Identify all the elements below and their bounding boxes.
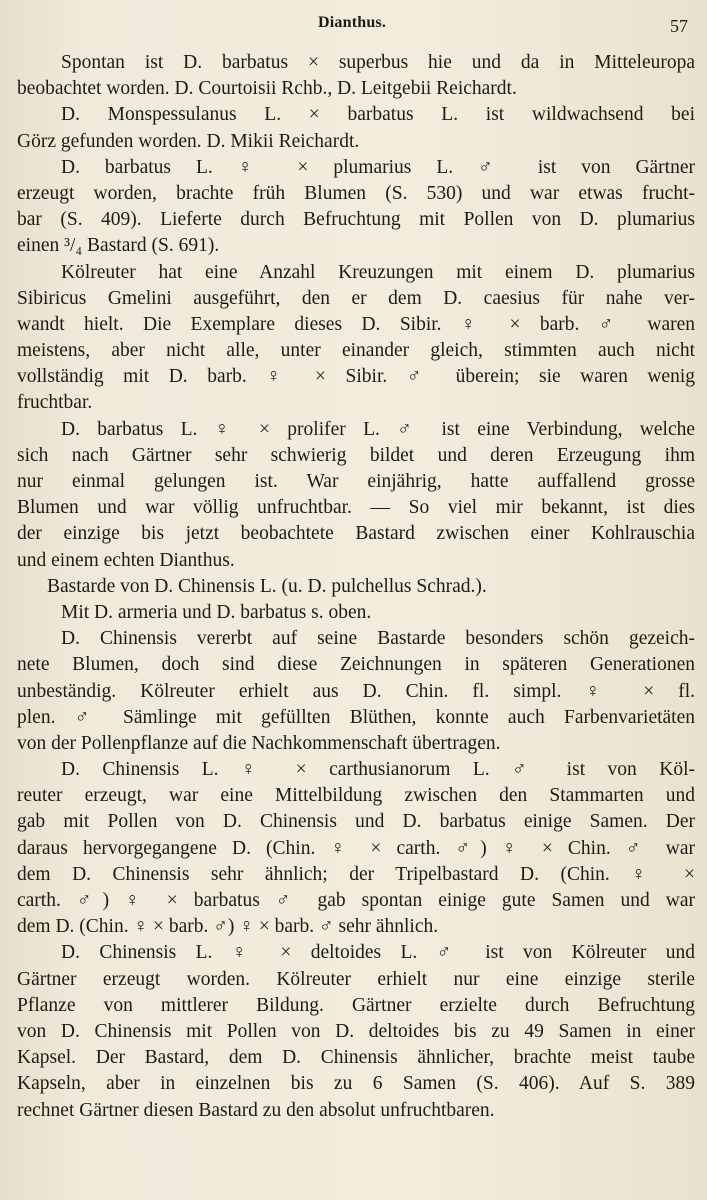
text-line: plen. ♂ Sämlinge mit gefüllten Blüthen, konnte auch Farbenvarietäten [17,706,695,728]
text-line: der einzige bis jetzt beobachtete Bastard zwischen einer Kohlrauschia [17,523,695,545]
text-line: Spontan ist D. barbatus × superbus hie und da in Mitteleuropa [61,52,695,73]
text-line: gab mit Pollen von D. Chinensis und D. barbatus einige Samen. Der [17,811,695,833]
text-line: bar (S. 409). Lieferte durch Befruchtung mit Pollen von D. plumarius [17,209,695,231]
text-line: D. Chinensis vererbt auf seine Bastarde besonders schön gezeich- [61,628,695,650]
text-line: D. barbatus L. ♀ × plumarius L. ♂ ist von Gärtner [61,156,695,178]
text-line: Mit D. armeria und D. barbatus s. oben. [61,601,372,623]
running-title: Dianthus. [318,14,387,31]
text-line: von der Pollenpflanze auf die Nachkommenschaft übertragen. [17,732,501,754]
text-line: wandt hielt. Die Exemplare dieses D. Sibir. ♀ × barb. ♂ waren [17,313,695,335]
text-line: sich nach Gärtner sehr schwierig bildet und deren Erzeugung ihm [17,444,695,466]
text-line: Görz gefunden worden. D. Mikii Reichardt. [17,130,360,152]
text-line: Pflanze von mittlerer Bildung. Gärtner erzielte durch Befruchtung [17,994,695,1016]
text-line: Kapseln, aber in einzelnen bis zu 6 Samen (S. 406). Auf S. 389 [17,1073,695,1095]
body-text [17,50,695,1124]
text-line: Kölreuter hat eine Anzahl Kreuzungen mit einem D. plumarius [61,261,695,283]
text-line: vollständig mit D. barb. ♀ × Sibir. ♂ überein; sie waren wenig [17,366,695,388]
text-line: D. barbatus L. ♀ × prolifer L. ♂ ist eine Verbindung, welche [61,418,695,440]
section-heading: Bastarde von D. Chinensis L. (u. D. pulchellus Schrad.). [47,575,487,597]
text-line: Kapsel. Der Bastard, dem D. Chinensis ähnlicher, brachte meist taube [17,1047,695,1069]
text-line: dem D. (Chin. ♀ × barb. ♂) ♀ × barb. ♂ sehr ähnlich. [17,916,439,938]
text-line: carth. ♂) ♀ × barbatus ♂ gab spontan einige gute Samen und war [17,890,695,911]
text-line: beobachtet worden. D. Courtoisii Rchb., D. Leitgebii Reichardt. [17,78,517,100]
text-line: D. Monspessulanus L. × barbatus L. ist wildwachsend bei [61,104,695,126]
text-line: Gärtner erzeugt worden. Kölreuter erhielt nur eine einzige sterile [17,968,695,990]
text-line: und einem echten Dianthus. [17,549,235,571]
page-header [0,12,707,40]
text-line: unbeständig. Kölreuter erhielt aus D. Chin. fl. simpl. ♀ × fl. [17,680,695,702]
text-line: D. Chinensis L. ♀ × deltoides L. ♂ ist von Kölreuter und [61,942,695,964]
text-line: Blumen und war völlig unfruchtbar. — So viel mir bekannt, ist dies [17,497,695,519]
text-line: erzeugt worden, brachte früh Blumen (S. 530) und war etwas frucht- [17,182,695,204]
text-line: Sibiricus Gmelini ausgeführt, den er dem D. caesius für nahe ver- [17,287,695,309]
text-line: meistens, aber nicht alle, unter einander gleich, stimmten auch nicht [17,340,695,362]
page-number: 57 [670,16,688,36]
text-line: dem D. Chinensis sehr ähnlich; der Tripelbastard D. (Chin. ♀ × [17,863,695,885]
text-line: von D. Chinensis mit Pollen von D. deltoides bis zu 49 Samen in einer [17,1020,695,1042]
text-line: fruchtbar. [17,392,93,414]
text-line: nur einmal gelungen ist. War einjährig, hatte auffallend grosse [17,471,695,492]
text-line: daraus hervorgegangene D. (Chin. ♀ × carth. ♂) ♀ × Chin. ♂ war [17,837,695,859]
text-line: reuter erzeugt, war eine Mittelbildung zwischen den Stammarten und [17,785,695,807]
text-line: D. Chinensis L. ♀ × carthusianorum L. ♂ ist von Köl- [61,759,695,781]
text-line: rechnet Gärtner diesen Bastard zu den absolut unfruchtbaren. [17,1099,495,1121]
text-line: nete Blumen, doch sind diese Zeichnungen in späteren Generationen [17,654,695,676]
text-line: einen ³/₄ Bastard (S. 691). [17,235,220,257]
